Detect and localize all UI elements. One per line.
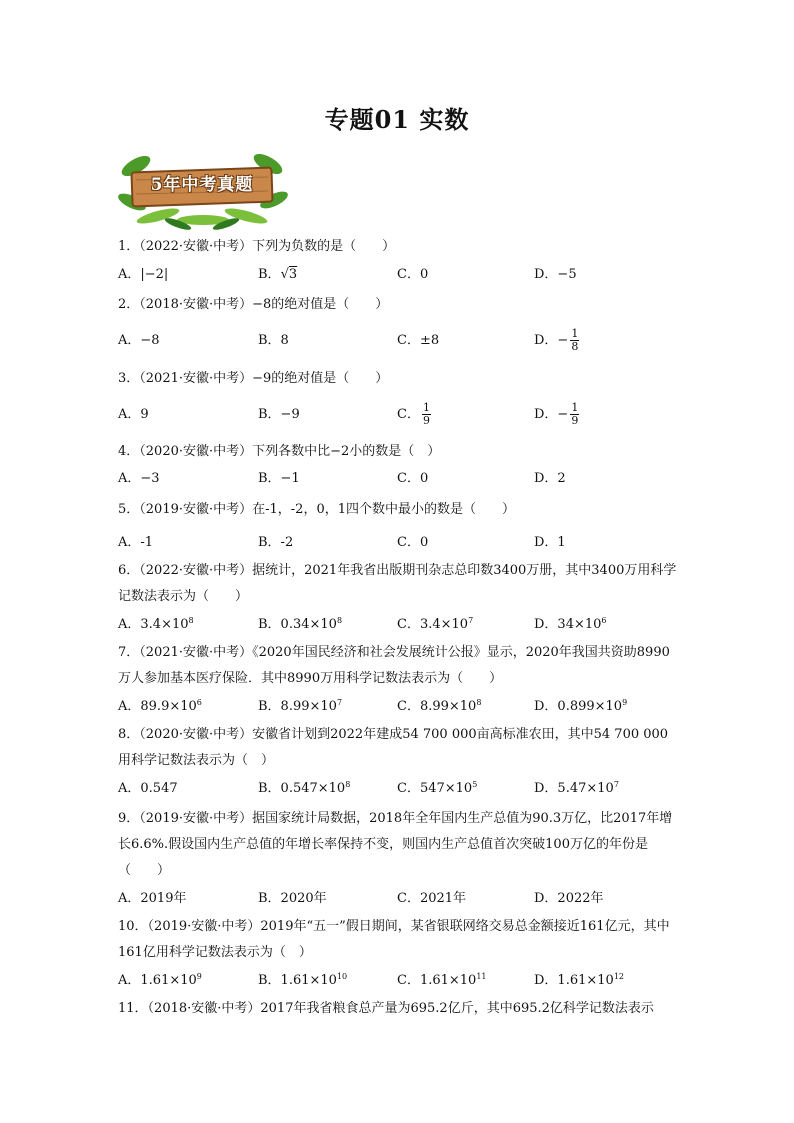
question-4: 4．（2020·安徽·中考）下列各数中比−2小的数是（ ） [118,444,441,459]
question-9-options [118,886,678,912]
q2-option-b: B．8 [258,333,289,348]
q3-option-b: B．−9 [258,407,300,422]
question-3-options [118,402,678,428]
question-11: 11．（2018·安徽·中考）2017年我省粮食总产量为695.2亿斤，其中695.2亿科学记数法表示 [118,1001,654,1016]
question-6: 6．（2022·安徽·中考）据统计，2021年我省出版期刊杂志总印数3400万册，其中3400万用科学记数法表示为（ ） [118,563,677,604]
q9-option-a: A．2019年 [118,891,187,906]
q2-option-a: A．−8 [118,333,160,348]
q9-option-c: C．2021年 [397,891,467,906]
q5-option-b: B．-2 [258,535,294,550]
q8-option-c: C．$547\times 10^5$ [397,780,478,796]
question-10: 10．（2019·安徽·中考）2019年“五一”假日期间，某省银联网络交易总金额接近161亿元，其中161亿用科学记数法表示为（ ） [118,919,670,960]
q10-option-a: A．$1.61\times 10^9$ [118,972,202,988]
q3-option-d: D．− $\frac{1}{9}$ [534,401,579,427]
q4-option-d: D．2 [534,471,566,486]
question-6-options [118,612,678,638]
q2-option-c: C．±8 [397,333,440,348]
q7-option-a: A．$89.9\times 10^6$ [118,698,202,714]
q1-option-a: A．|−2| [118,267,169,282]
q4-option-b: B．−1 [258,471,300,486]
section-badge: 5年中考真题 [150,175,254,195]
q1-option-d: D．−5 [534,267,577,282]
question-8-options [118,776,678,802]
q5-option-d: D．1 [534,535,566,550]
q1-option-b: B．√3 [258,267,298,282]
question-5: 5．（2019·安徽·中考）在-1，-2，0，1四个数中最小的数是（ ） [118,502,515,517]
question-2: 2．（2018·安徽·中考）−8的绝对值是（ ） [118,297,389,312]
q10-option-b: B．$1.61\times 10^{10}$ [258,972,348,988]
question-7: 7．（2021·安徽·中考）《2020年国民经济和社会发展统计公报》显示，2020年我国共资助8990万人参加基本医疗保险．其中8990万用科学记数法表示为（ ） [118,645,670,686]
q4-option-a: A．−3 [118,471,160,486]
q3-option-c: C． $\frac{1}{9}$ [397,401,430,427]
q2-option-d: D．− $\frac{1}{8}$ [534,327,579,353]
q9-option-b: B．2020年 [258,891,327,906]
q6-option-a: A．$3.4\times 10^8$ [118,616,194,632]
page-title: 专题01 实数 [324,105,470,134]
question-1: 1．（2022·安徽·中考）下列为负数的是（ ） [118,239,396,254]
q5-option-c: C．0 [397,535,429,550]
q7-option-c: C．$8.99\times 10^8$ [397,698,482,714]
q7-option-d: D．$0.899\times 10^9$ [534,698,628,714]
question-5-options [118,530,678,556]
q6-option-d: D．$34\times 10^6$ [534,616,607,632]
q10-option-c: C．$1.61\times 10^{11}$ [397,972,487,988]
q5-option-a: A．-1 [118,535,154,550]
q9-option-d: D．2022年 [534,891,604,906]
question-2-options [118,328,678,354]
question-3: 3．（2021·安徽·中考）−9的绝对值是（ ） [118,371,389,386]
q7-option-b: B．$8.99\times 10^7$ [258,698,343,714]
q10-option-d: D．$1.61\times 10^{12}$ [534,972,624,988]
q8-option-d: D．$5.47\times 10^7$ [534,780,619,796]
q3-option-a: A．9 [118,407,149,422]
q6-option-c: C．$3.4\times 10^7$ [397,616,474,632]
question-9: 9．（2019·安徽·中考）据国家统计局数据，2018年全年国内生产总值为90.3万亿，比2017年增长6.6%.假设国内生产总值的年增长率保持不变，则国内生产总值首次突破100万亿的年份是（ ） [118,811,673,878]
question-8: 8．（2020·安徽·中考）安徽省计划到2022年建成54 700 000亩高标准农田，其中54 700 000用科学记数法表示为（ ） [118,727,669,768]
q1-option-c: C．0 [397,267,429,282]
q8-option-b: B．$0.547\times 10^8$ [258,780,351,796]
question-7-options [118,694,678,720]
question-10-options [118,968,678,994]
q8-option-a: A．0.547 [118,781,178,796]
q6-option-b: B．$0.34\times 10^8$ [258,616,343,632]
question-1-options [118,262,678,288]
question-4-options [118,466,678,492]
q4-option-c: C．0 [397,471,429,486]
